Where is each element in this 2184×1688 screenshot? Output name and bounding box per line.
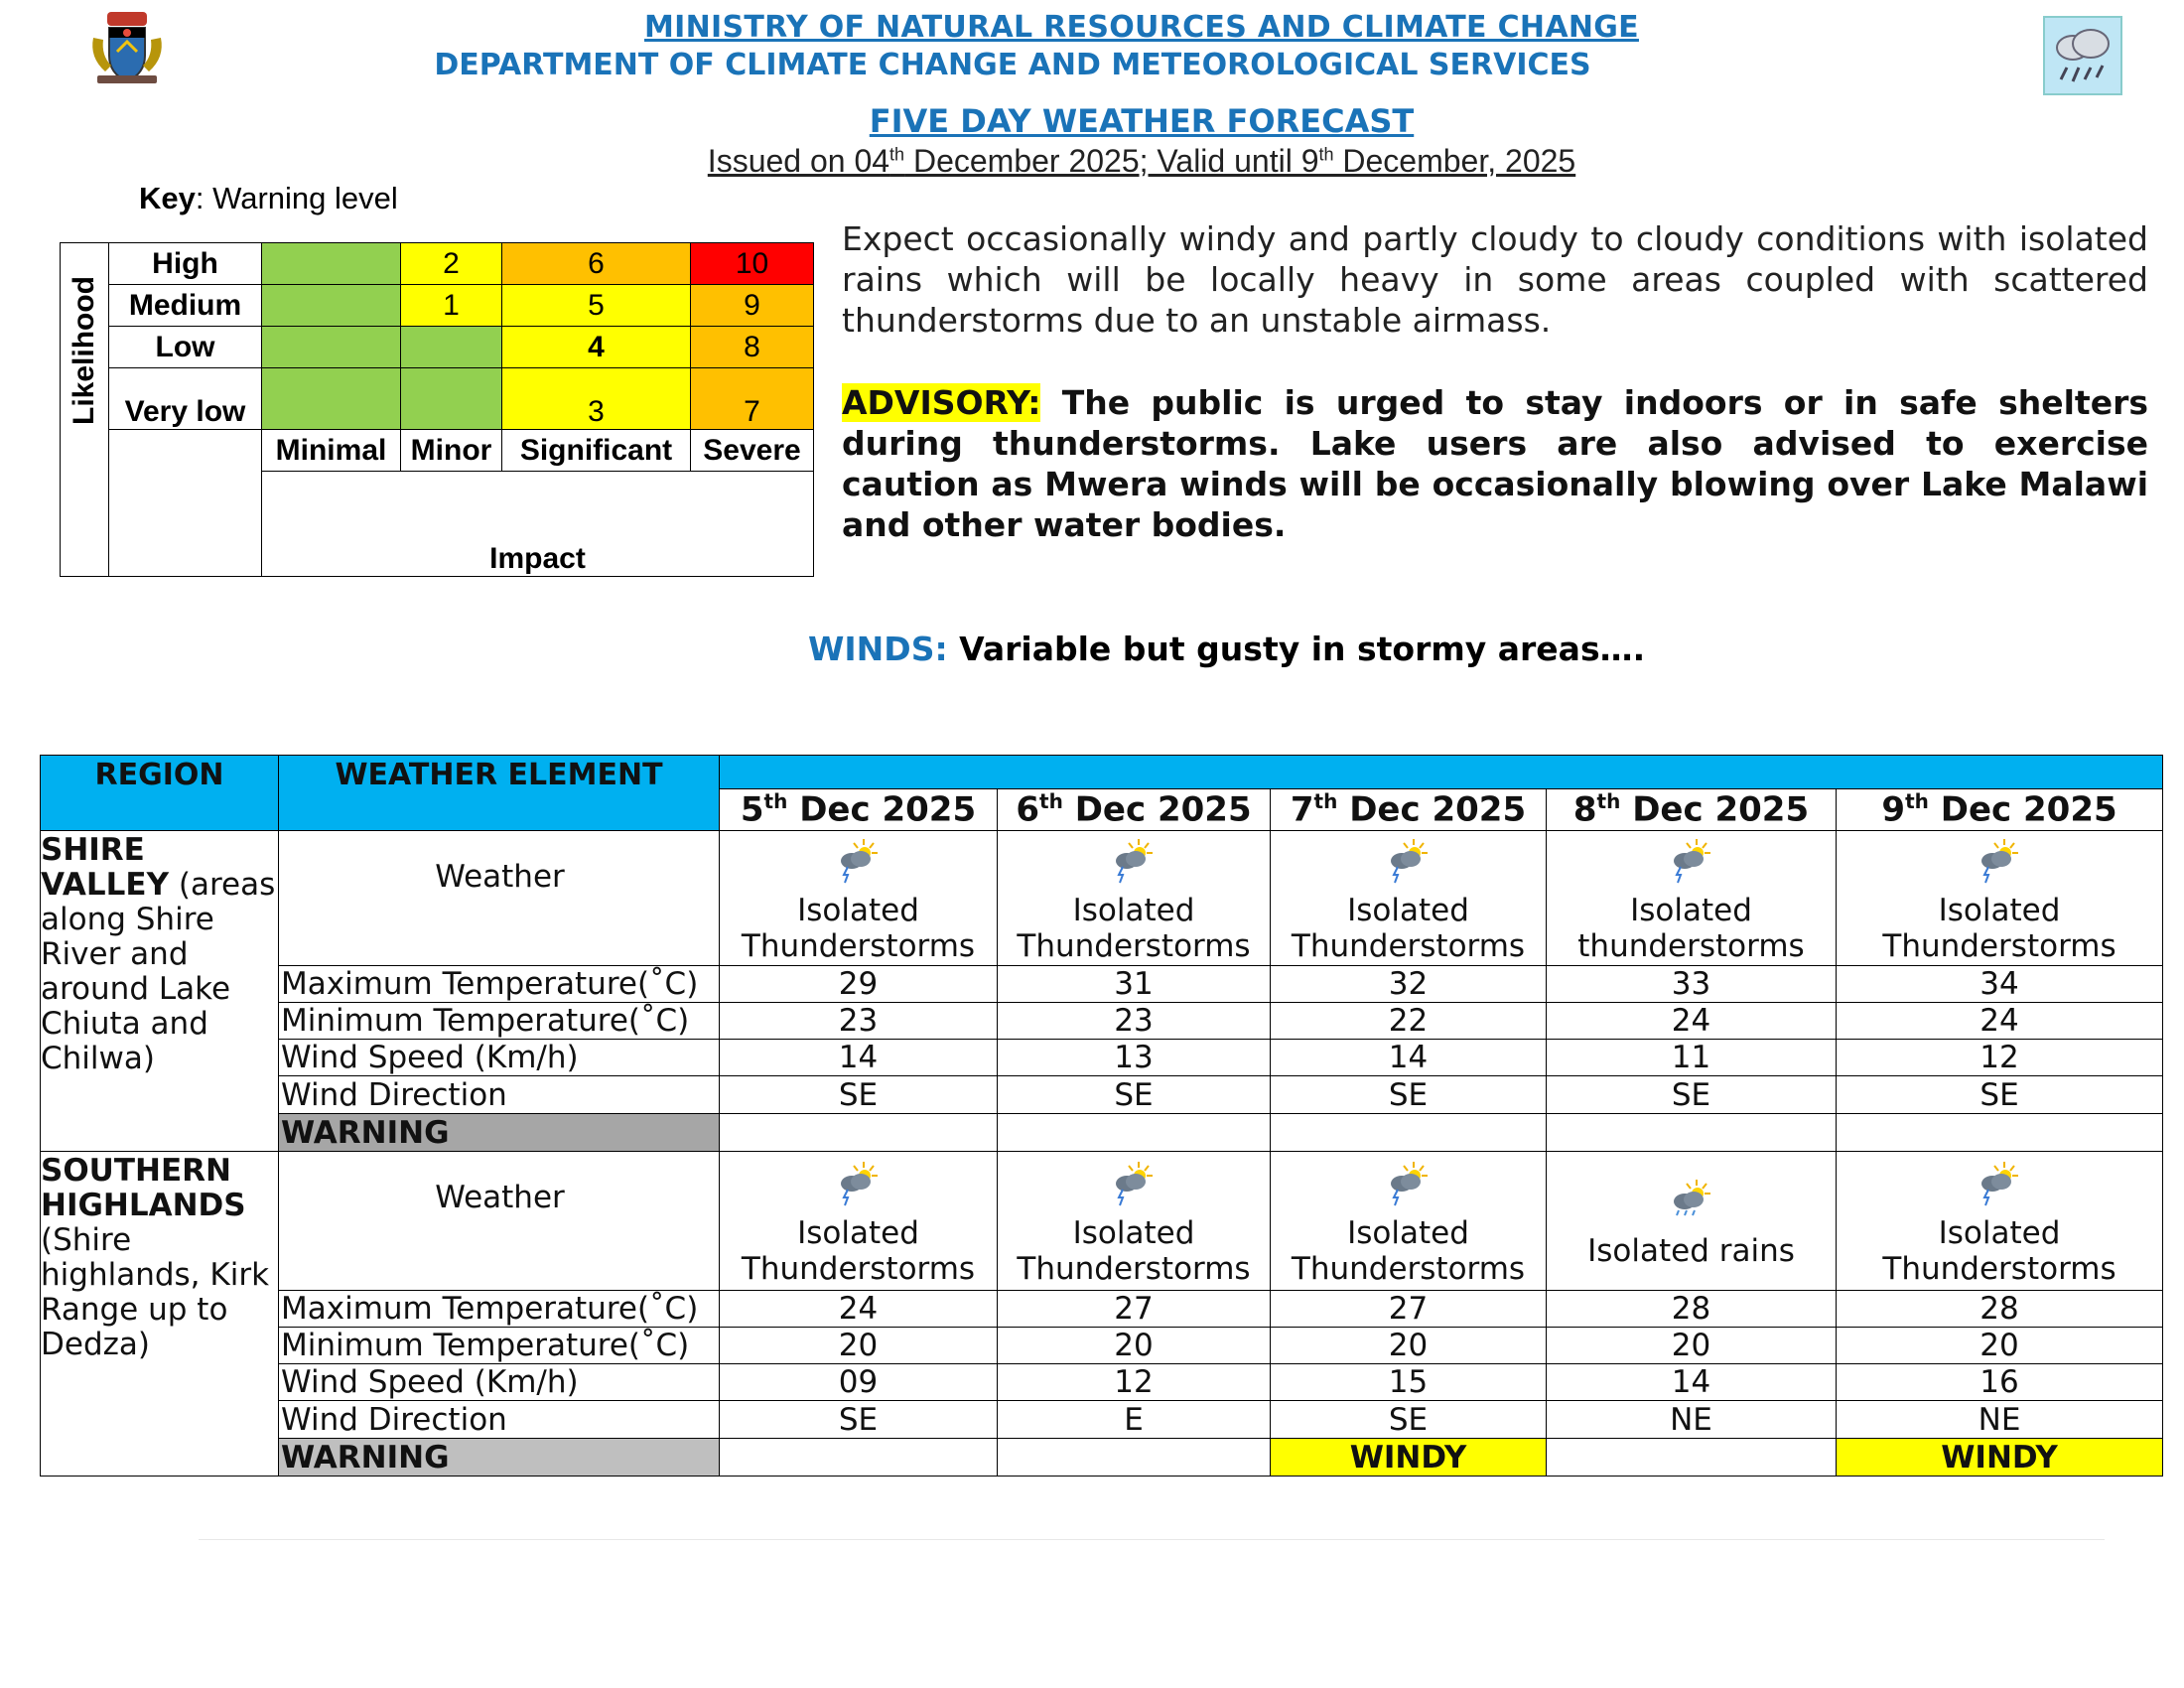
col-significant: Significant <box>502 430 691 472</box>
weather-line-1: Isolated <box>797 892 919 928</box>
wind-speed-cell: 13 <box>998 1040 1271 1076</box>
weather-line-2: thunderstorms <box>1577 927 1805 964</box>
warning-cell <box>720 1114 998 1152</box>
table-row <box>41 1152 2163 1291</box>
weather-cell <box>1547 1152 1837 1291</box>
weather-cell <box>720 1152 998 1291</box>
weather-line-1: Isolated <box>797 1214 919 1251</box>
wind-dir-cell: SE <box>1271 1401 1547 1439</box>
key-label: Key: Warning level <box>139 181 398 215</box>
weather-line-2: Thunderstorms <box>741 927 976 964</box>
ministry-heading: MINISTRY OF NATURAL RESOURCES AND CLIMATE CHANGE <box>644 10 1639 45</box>
warning-cell <box>1547 1114 1837 1152</box>
wind-speed-cell: 14 <box>1271 1040 1547 1076</box>
warning-cell <box>1547 1439 1837 1477</box>
weather-line-2: Thunderstorms <box>1291 927 1526 964</box>
table-row <box>41 1364 2163 1401</box>
table-row <box>41 1040 2163 1076</box>
wind-dir-cell: E <box>998 1401 1271 1439</box>
weather-cell <box>720 831 998 966</box>
row-medium: Medium <box>109 285 262 327</box>
element-weather: Weather <box>279 1152 720 1291</box>
thunderstorm-icon <box>1547 837 1836 887</box>
thunderstorm-icon <box>998 1160 1270 1209</box>
element-wind-dir: Wind Direction <box>279 1076 720 1114</box>
wind-dir-cell: SE <box>720 1076 998 1114</box>
wind-dir-cell: SE <box>1271 1076 1547 1114</box>
thunderstorm-icon <box>1271 837 1546 887</box>
max-temp-cell: 28 <box>1837 1291 2163 1328</box>
weather-line-1: Isolated <box>1938 1214 2061 1251</box>
max-temp-cell: 34 <box>1837 966 2163 1003</box>
wind-dir-cell: SE <box>1547 1076 1837 1114</box>
wind-speed-cell: 16 <box>1837 1364 2163 1401</box>
thunderstorm-icon <box>1837 837 2162 887</box>
row-very-low: Very low <box>109 368 262 430</box>
region-name: SOUTHERN HIGHLANDS (Shire highlands, Kirk Range up to Dedza) <box>41 1152 279 1477</box>
date-header: 6th Dec 2025 <box>998 789 1271 831</box>
advisory-text: The public is urged to stay indoors or in safe shelters during thunderstorms. Lake users are also advised to exercise caution as Mwera winds will be occasionally blowing over Lake Malawi and other water bodies. <box>842 383 2148 544</box>
max-temp-cell: 31 <box>998 966 1271 1003</box>
wind-dir-cell: SE <box>998 1076 1271 1114</box>
advisory <box>842 382 2148 545</box>
rain-cloud-icon <box>1547 1178 1836 1227</box>
cell-medium-minimal <box>262 285 401 327</box>
min-temp-cell: 20 <box>720 1328 998 1364</box>
wind-speed-cell: 14 <box>720 1040 998 1076</box>
blank-corner <box>109 430 262 577</box>
table-row <box>41 1076 2163 1114</box>
max-temp-cell: 27 <box>1271 1291 1547 1328</box>
cell-low-severe: 8 <box>691 327 814 368</box>
weather-line-2: Thunderstorms <box>1291 1250 1526 1287</box>
table-row <box>41 831 2163 966</box>
table-row <box>41 1291 2163 1328</box>
forecast-title: FIVE DAY WEATHER FORECAST <box>869 102 1415 140</box>
forecast-table <box>40 755 2163 1477</box>
weather-line-1: Isolated <box>1347 892 1469 928</box>
impact-axis: Impact <box>262 472 814 577</box>
weather-line-1: Isolated <box>1938 892 2061 928</box>
element-min-temp: Minimum Temperature(˚C) <box>279 1003 720 1040</box>
wind-dir-cell: SE <box>720 1401 998 1439</box>
thunderstorm-icon <box>1271 1160 1546 1209</box>
weather-line-2: Thunderstorms <box>741 1250 976 1287</box>
weather-line-2: Thunderstorms <box>1017 1250 1251 1287</box>
thunderstorm-icon <box>720 1160 997 1209</box>
footer-divider <box>199 1539 2105 1540</box>
col-severe: Severe <box>691 430 814 472</box>
element-min-temp: Minimum Temperature(˚C) <box>279 1328 720 1364</box>
weather-line-1: Isolated <box>1630 892 1752 928</box>
min-temp-cell: 20 <box>1837 1328 2163 1364</box>
cell-high-minimal <box>262 243 401 285</box>
max-temp-cell: 27 <box>998 1291 1271 1328</box>
wind-speed-cell: 12 <box>1837 1040 2163 1076</box>
min-temp-cell: 20 <box>998 1328 1271 1364</box>
rain-cloud-icon <box>2043 16 2122 95</box>
weather-line-1: Isolated <box>1072 1214 1195 1251</box>
weather-cell <box>1547 831 1837 966</box>
date-header: 5th Dec 2025 <box>720 789 998 831</box>
cell-high-significant: 6 <box>502 243 691 285</box>
wind-dir-cell: SE <box>1837 1076 2163 1114</box>
weather-cell <box>1837 831 2163 966</box>
col-minimal: Minimal <box>262 430 401 472</box>
element-header: WEATHER ELEMENT <box>279 756 720 831</box>
date-header: 8th Dec 2025 <box>1547 789 1837 831</box>
col-minor: Minor <box>401 430 502 472</box>
warning-level-matrix <box>60 242 814 577</box>
issued-date: Issued on 04th December 2025; Valid until 9th December, 2025 <box>707 143 1576 179</box>
min-temp-cell: 23 <box>998 1003 1271 1040</box>
weather-cell <box>998 831 1271 966</box>
element-warning: WARNING <box>279 1114 720 1152</box>
max-temp-cell: 33 <box>1547 966 1837 1003</box>
forecast-summary: Expect occasionally windy and partly cloudy to cloudy conditions with isolated rains which will be locally heavy in some areas coupled with scattered thunderstorms due to an unstable airmass. <box>842 219 2148 340</box>
table-row <box>41 1401 2163 1439</box>
weather-line-2: Thunderstorms <box>1017 927 1251 964</box>
weather-line-1: Isolated rains <box>1587 1232 1795 1269</box>
cell-low-minimal <box>262 327 401 368</box>
element-warning: WARNING <box>279 1439 720 1477</box>
date-header: 9th Dec 2025 <box>1837 789 2163 831</box>
warning-cell: WINDY <box>1271 1439 1547 1477</box>
weather-cell <box>998 1152 1271 1291</box>
wind-dir-cell: NE <box>1837 1401 2163 1439</box>
wind-speed-cell: 14 <box>1547 1364 1837 1401</box>
weather-cell <box>1271 1152 1547 1291</box>
cell-verylow-severe: 7 <box>691 368 814 430</box>
max-temp-cell: 32 <box>1271 966 1547 1003</box>
cell-medium-minor: 1 <box>401 285 502 327</box>
max-temp-cell: 28 <box>1547 1291 1837 1328</box>
table-row <box>41 966 2163 1003</box>
table-row <box>41 1114 2163 1152</box>
weather-cell <box>1271 831 1547 966</box>
warning-cell <box>720 1439 998 1477</box>
winds-label: WINDS: <box>808 630 948 668</box>
weather-line-2: Thunderstorms <box>1882 927 2116 964</box>
table-row <box>41 1003 2163 1040</box>
cell-low-significant: 4 <box>502 327 691 368</box>
element-weather: Weather <box>279 831 720 966</box>
thunderstorm-icon <box>1837 1160 2162 1209</box>
cell-high-severe: 10 <box>691 243 814 285</box>
weather-line-2: Thunderstorms <box>1882 1250 2116 1287</box>
warning-cell <box>1837 1114 2163 1152</box>
cell-low-minor <box>401 327 502 368</box>
cell-verylow-minor <box>401 368 502 430</box>
dates-header-band <box>720 756 2163 789</box>
cell-medium-significant: 5 <box>502 285 691 327</box>
min-temp-cell: 20 <box>1271 1328 1547 1364</box>
cell-medium-severe: 9 <box>691 285 814 327</box>
weather-cell <box>1837 1152 2163 1291</box>
warning-cell: WINDY <box>1837 1439 2163 1477</box>
min-temp-cell: 22 <box>1271 1003 1547 1040</box>
wind-speed-cell: 15 <box>1271 1364 1547 1401</box>
date-header: 7th Dec 2025 <box>1271 789 1547 831</box>
weather-line-1: Isolated <box>1072 892 1195 928</box>
cell-high-minor: 2 <box>401 243 502 285</box>
min-temp-cell: 24 <box>1547 1003 1837 1040</box>
cell-verylow-minimal <box>262 368 401 430</box>
row-low: Low <box>109 327 262 368</box>
row-high: High <box>109 243 262 285</box>
region-header: REGION <box>41 756 279 831</box>
department-heading: DEPARTMENT OF CLIMATE CHANGE AND METEOROLOGICAL SERVICES <box>434 48 1591 82</box>
warning-cell <box>1271 1114 1547 1152</box>
wind-speed-cell: 11 <box>1547 1040 1837 1076</box>
wind-speed-cell: 09 <box>720 1364 998 1401</box>
element-wind-dir: Wind Direction <box>279 1401 720 1439</box>
winds-text: Variable but gusty in stormy areas…. <box>947 630 1646 668</box>
element-max-temp: Maximum Temperature(˚C) <box>279 1291 720 1328</box>
thunderstorm-icon <box>998 837 1270 887</box>
thunderstorm-icon <box>720 837 997 887</box>
min-temp-cell: 24 <box>1837 1003 2163 1040</box>
wind-speed-cell: 12 <box>998 1364 1271 1401</box>
element-wind-speed: Wind Speed (Km/h) <box>279 1040 720 1076</box>
region-name: SHIRE VALLEY (areas along Shire River and around Lake Chiuta and Chilwa) <box>41 831 279 1152</box>
warning-cell <box>998 1114 1271 1152</box>
advisory-label: ADVISORY: <box>842 383 1041 422</box>
warning-cell <box>998 1439 1271 1477</box>
element-max-temp: Maximum Temperature(˚C) <box>279 966 720 1003</box>
cell-verylow-significant: 3 <box>502 368 691 430</box>
likelihood-axis: Likelihood <box>61 243 109 577</box>
min-temp-cell: 23 <box>720 1003 998 1040</box>
table-row <box>41 1439 2163 1477</box>
max-temp-cell: 29 <box>720 966 998 1003</box>
max-temp-cell: 24 <box>720 1291 998 1328</box>
weather-line-1: Isolated <box>1347 1214 1469 1251</box>
wind-dir-cell: NE <box>1547 1401 1837 1439</box>
min-temp-cell: 20 <box>1547 1328 1837 1364</box>
element-wind-speed: Wind Speed (Km/h) <box>279 1364 720 1401</box>
table-row <box>41 1328 2163 1364</box>
winds-line <box>808 630 1645 668</box>
